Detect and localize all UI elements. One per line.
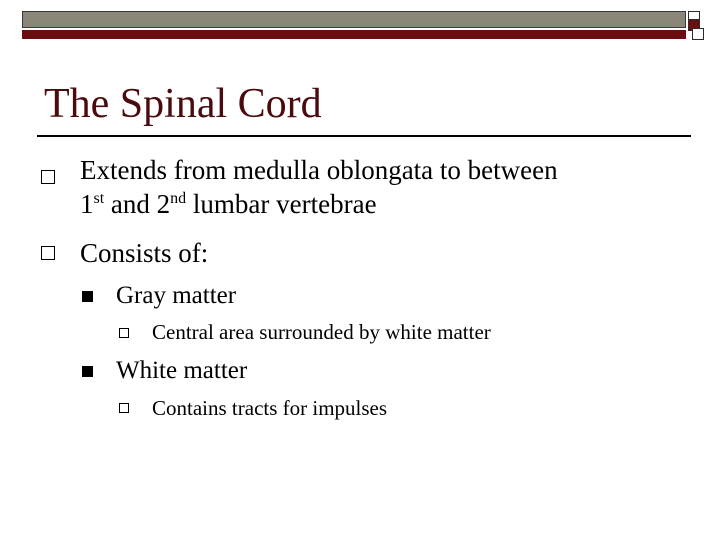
- bullet-text-part: 1: [80, 189, 94, 219]
- bullet-text-part: and 2: [104, 189, 171, 219]
- sub-bullet-item: White matter: [116, 357, 248, 384]
- header-red-bar: [22, 30, 686, 39]
- hollow-square-bullet-icon: [119, 328, 129, 338]
- bullet-text-part: lumbar vertebrae: [186, 189, 377, 219]
- bullet-line: [80, 187, 558, 221]
- hollow-square-bullet-icon: [41, 170, 55, 184]
- bullet-item: Consists of:: [80, 238, 209, 268]
- hollow-square-bullet-icon: [41, 246, 55, 260]
- bullet-line: Extends from medulla oblongata to between: [80, 155, 558, 185]
- ordinal-superscript: nd: [170, 190, 187, 207]
- bullet-item: [80, 153, 558, 221]
- header-gray-bar: [22, 11, 686, 28]
- corner-square-icon: [692, 28, 704, 40]
- header-decoration: [22, 11, 706, 39]
- sub-sub-bullet-item: Contains tracts for impulses: [152, 396, 388, 420]
- filled-square-bullet-icon: [82, 366, 93, 377]
- sub-bullet-item: Gray matter: [116, 282, 237, 309]
- ordinal-superscript: st: [93, 190, 105, 207]
- sub-sub-bullet-item: Central area surrounded by white matter: [152, 320, 491, 344]
- slide-title: The Spinal Cord: [44, 81, 322, 127]
- title-divider: [37, 135, 691, 137]
- hollow-square-bullet-icon: [119, 403, 129, 413]
- filled-square-bullet-icon: [82, 291, 93, 302]
